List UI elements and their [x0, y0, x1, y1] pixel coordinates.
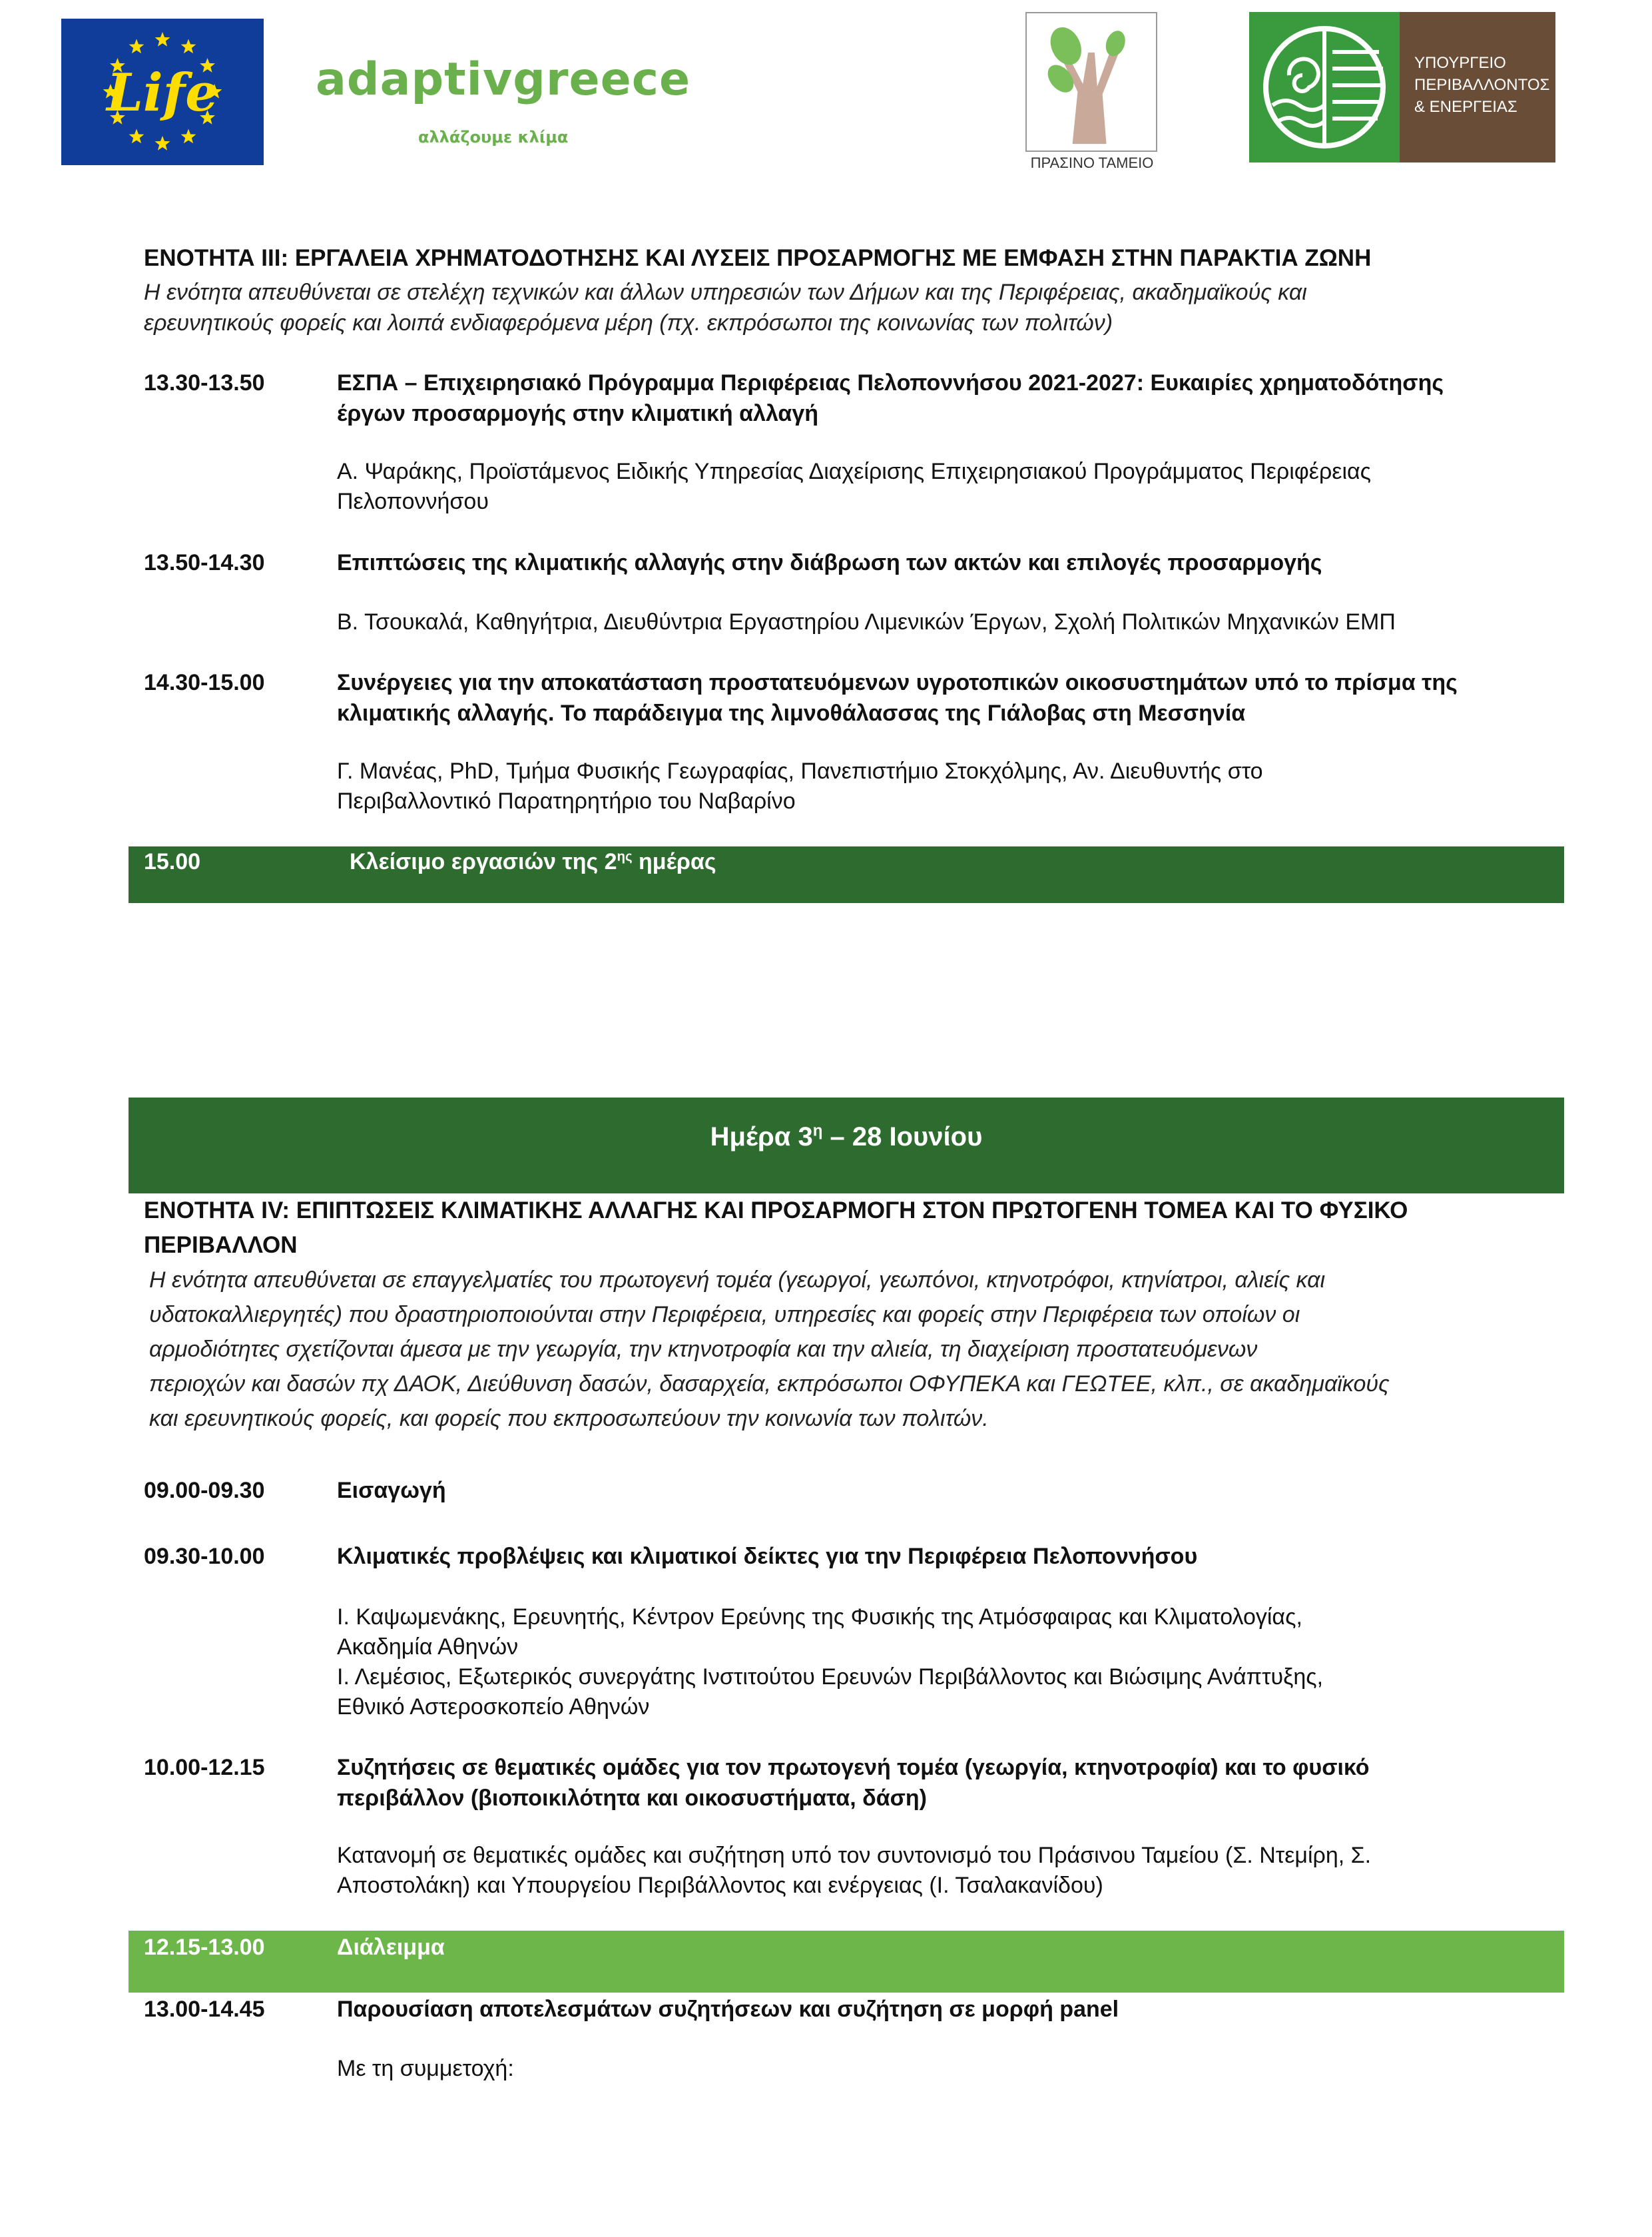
session-title: Συνέργειες για την αποκατάσταση προστατευόμενων υγροτοπικών οικοσυστημάτων υπό το πρίσμα της κλιματικής αλλαγής. Το παράδειγμα της λιμνοθάλασσας της Γιάλοβας στη Μεσσηνία [337, 670, 1458, 726]
session-time: 09.30-10.00 [144, 1544, 265, 1569]
ministry-name: ΥΠΟΥΡΓΕΙΟ ΠΕΡΙΒΑΛΛΟΝΤΟΣ & ΕΝΕΡΓΕΙΑΣ [1400, 12, 1555, 162]
session-title: Συζητήσεις σε θεματικές ομάδες για τον πρωτογενή τομέα (γεωργία, κτηνοτροφία) και το φυσικό περιβάλλον (βιοποικιλότητα και οικοσυστήματα, δάση) [337, 1755, 1370, 1811]
break-bar [129, 1931, 1564, 1993]
session-speaker: Κατανομή σε θεματικές ομάδες και συζήτηση υπό τον συντονισμό του Πράσινου Ταμείου (Σ. Ντεμίρη, Σ. Αποστολάκη) και Υπουργείου Περιβάλλοντος και ενέργειας (Ι. Τσαλακανίδου) [337, 1843, 1372, 1898]
session-time: 14.30-15.00 [144, 670, 265, 695]
ministry-emblem-icon [1249, 12, 1400, 162]
session-speaker: Γ. Μανέας, PhD, Τμήμα Φυσικής Γεωγραφίας, Πανεπιστήμιο Στοκχόλμης, Αν. Διευθυντής στο Περιβαλλοντικό Παρατηρητήριο του Ναβαρίνο [337, 759, 1263, 814]
session-title: Εισαγωγή [337, 1478, 446, 1503]
eu-life-logo [61, 19, 264, 165]
closing-label: Κλείσιμο εργασιών της $2^{\eta\varsigma}$ ημέρας [350, 849, 716, 874]
session-time: 13.50-14.30 [144, 550, 265, 575]
session-time: 13.00-14.45 [144, 1997, 265, 2022]
session-speaker: Α. Ψαράκης, Προϊστάμενος Ειδικής Υπηρεσίας Διαχείρισης Επιχειρησιακού Προγράμματος Περιφέρειας Πελοποννήσου [337, 459, 1372, 514]
closing-bar [129, 846, 1564, 903]
section-4-intro: Η ενότητα απευθύνεται σε επαγγελματίες του πρωτογενή τομέα (γεωργοί, γεωπόνοι, κτηνοτρόφοι, κτηνίατροι, αλιείς και υδατοκαλλιεργητές) που δραστηριοποιούνται στην Περιφέρεια, υπηρεσίες και φορείς στην Περιφέρεια των οποίων οι αρμοδιότητες σχετίζονται άμεσα με την γεωργία, την κτηνοτροφία και την αλιεία, τη διαχείριση προστατευόμενων περιοχών και δασών πχ ΔΑΟΚ, Διεύθυνση δασών, δασαρχεία, εκπρόσωποι ΟΦΥΠΕΚΑ και ΓΕΩΤΕΕ, κλπ., σε ακαδημαϊκούς και ερευνητικούς φορείς, και φορείς που εκπροσωπεύουν την κοινωνία των πολιτών. [149, 1267, 1390, 1431]
session-time: 10.00-12.15 [144, 1755, 265, 1780]
session-title: Επιπτώσεις της κλιματικής αλλαγής στην διάβρωση των ακτών και επιλογές προσαρμογής [337, 550, 1322, 575]
session-title: Παρουσίαση αποτελεσμάτων συζητήσεων και συζήτηση σε μορφή panel [337, 1997, 1119, 2022]
session-time: 09.00-09.30 [144, 1478, 265, 1503]
session-title: Κλιματικές προβλέψεις και κλιματικοί δείκτες για την Περιφέρεια Πελοποννήσου [337, 1544, 1198, 1569]
life-wordmark: Life [107, 63, 218, 123]
tree-icon [1027, 13, 1156, 151]
session-title: ΕΣΠΑ – Επιχειρησιακό Πρόγραμμα Περιφέρειας Πελοποννήσου 2021-2027: Ευκαιρίες χρηματοδότησης έργων προσαρμογής στην κλιματική αλλαγή [337, 370, 1444, 426]
session-time: 13.30-13.50 [144, 370, 265, 396]
closing-time: 15.00 [144, 849, 201, 874]
green-fund-label: ΠΡΑΣΙΝΟ ΤΑΜΕΙΟ [1030, 155, 1154, 171]
green-fund-logo [1025, 12, 1159, 175]
session-speaker: Β. Τσουκαλά, Καθηγήτρια, Διευθύντρια Εργαστηρίου Λιμενικών Έργων, Σχολή Πολιτικών Μηχανικών ΕΜΠ [337, 609, 1396, 635]
session-speaker: Ι. Καψωμενάκης, Ερευνητής, Κέντρον Ερεύνης της Φυσικής της Ατμόσφαιρας και Κλιματολογίας, Ακαδημία Αθηνών Ι. Λεμέσιος, Εξωτερικός συνεργάτης Ινστιτούτου Ερευνών Περιβάλλοντος και Βιώσιμης Ανάπτυξης, Εθνικό Αστεροσκοπείο Αθηνών [337, 1604, 1324, 1720]
section-3-intro: Η ενότητα απευθύνεται σε στελέχη τεχνικών και άλλων υπηρεσιών των Δήμων και της Περιφέρειας, ακαδημαϊκούς και ερευνητικούς φορείς και λοιπά ενδιαφερόμενα μέρη (πχ. εκπρόσωποι της κοινωνίας των πολιτών) [144, 280, 1307, 336]
adaptivgreece-tagline: αλλάζουμε κλίμα [418, 128, 569, 147]
adaptivgreece-logo: adaptivgreece [316, 53, 691, 106]
section-4-heading: ΕΝΟΤΗΤΑ IV: ΕΠΙΠΤΩΣΕΙΣ ΚΛΙΜΑΤΙΚΗΣ ΑΛΛΑΓΗΣ ΚΑΙ ΠΡΟΣΑΡΜΟΓΗ ΣΤΟΝ ΠΡΩΤΟΓΕΝΗ ΤΟΜΕΑ ΚΑΙ ΤΟ ΦΥΣΙΚΟ ΠΕΡΙΒΑΛΛΟΝ [144, 1197, 1408, 1258]
section-3-heading: ΕΝΟΤΗΤΑ ΙΙΙ: ΕΡΓΑΛΕΙΑ ΧΡΗΜΑΤΟΔΟΤΗΣΗΣ ΚΑΙ ΛΥΣΕΙΣ ΠΡΟΣΑΡΜΟΓΗΣ ΜΕ ΕΜΦΑΣΗ ΣΤΗΝ ΠΑΡΑΚΤΙΑ ΖΩΝΗ [144, 245, 1372, 271]
break-time: 12.15-13.00 [144, 1935, 265, 1960]
session-note: Με τη συμμετοχή: [337, 2056, 514, 2081]
break-label: Διάλειμμα [337, 1935, 445, 1960]
day-3-title: Ημέρα $3^\eta - 28$ Ιουνίου [710, 1121, 983, 1151]
eu-flag-icon [61, 19, 264, 165]
ministry-logo [1249, 12, 1555, 162]
day-3-header [129, 1098, 1564, 1193]
